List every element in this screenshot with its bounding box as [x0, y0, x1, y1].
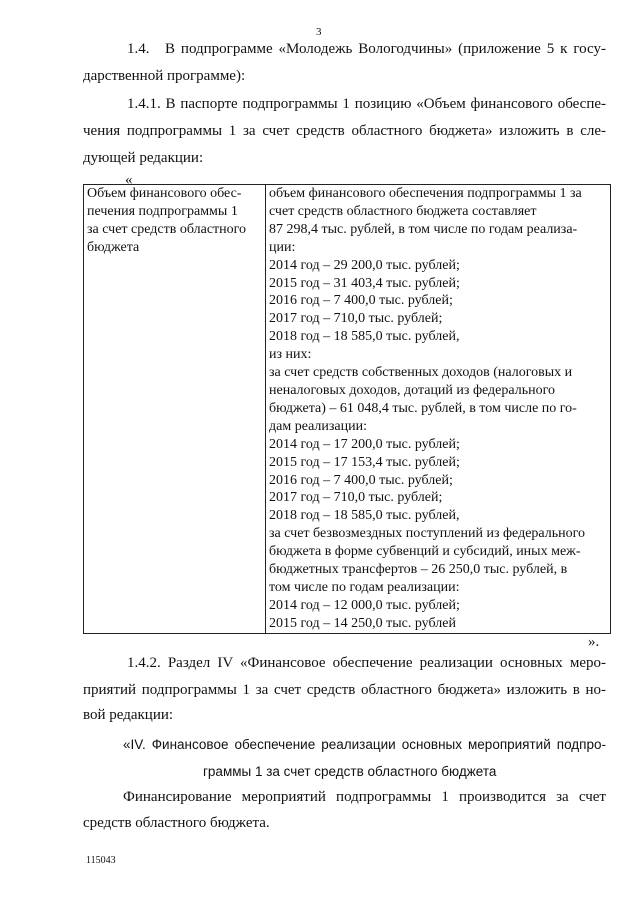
- value-line: бюджетных трансфертов – 26 250,0 тыс. рублей, в: [269, 562, 568, 578]
- financing-line-2: средств областного бюджета.: [83, 815, 270, 831]
- value-line: 2018 год – 18 585,0 тыс. рублей,: [269, 508, 460, 524]
- value-line: счет средств областного бюджета составляет: [269, 203, 537, 219]
- value-line: 2015 год – 17 153,4 тыс. рублей;: [269, 454, 460, 470]
- value-line: дам реализации:: [269, 418, 368, 434]
- table-row: [84, 185, 611, 634]
- section-heading-line-1: «IV. Финансовое обеспечение реализации основных мероприятий подпро-: [123, 737, 606, 752]
- position-name-line: бюджета: [87, 239, 140, 255]
- value-line: бюджета в форме субвенций и субсидий, иных меж-: [269, 544, 581, 560]
- value-line: 2016 год – 7 400,0 тыс. рублей;: [269, 472, 453, 488]
- value-line: бюджета) – 61 048,4 тыс. рублей, в том числе по го-: [269, 400, 577, 416]
- value-line: 2017 год – 710,0 тыс. рублей;: [269, 311, 443, 327]
- value-line: 2016 год – 7 400,0 тыс. рублей;: [269, 293, 453, 309]
- value-line: 2017 год – 710,0 тыс. рублей;: [269, 490, 443, 506]
- section-heading-line-2: граммы 1 за счет средств областного бюджета: [203, 764, 497, 779]
- position-name-cell: [84, 185, 266, 634]
- item-1-4-1-line-3: дующей редакции:: [83, 150, 204, 166]
- item-1-4-2-line-2: приятий подпрограммы 1 за счет средств областного бюджета» изложить в но-: [83, 682, 606, 698]
- value-line: 87 298,4 тыс. рублей, в том числе по годам реализа-: [269, 221, 578, 237]
- financing-line-1: Финансирование мероприятий подпрограммы 1 производится за счет: [123, 789, 606, 805]
- financing-passport-table: [83, 184, 611, 634]
- item-1-4-number: 1.4.: [127, 41, 150, 57]
- value-line: неналоговых доходов, дотаций из федерального: [269, 382, 555, 398]
- value-line: 2018 год – 18 585,0 тыс. рублей,: [269, 329, 460, 345]
- document-code: 115043: [86, 855, 116, 866]
- value-line: объем финансового обеспечения подпрограммы 1 за: [269, 186, 582, 201]
- value-line: ции:: [269, 239, 296, 255]
- item-1-4-1-line-1: 1.4.1. В паспорте подпрограммы 1 позицию «Объем финансового обеспе-: [127, 96, 606, 112]
- position-name-line: за счет средств областного: [87, 221, 247, 237]
- position-name-line: печения подпрограммы 1: [87, 203, 238, 219]
- value-line: 2015 год – 31 403,4 тыс. рублей;: [269, 275, 460, 291]
- value-line: 2015 год – 14 250,0 тыс. рублей: [269, 615, 456, 631]
- position-value-cell: [266, 185, 611, 634]
- item-1-4-text: В подпрограмме «Молодежь Вологодчины» (приложение 5 к госу-: [165, 41, 606, 57]
- item-1-4-1-line-2: чения подпрограммы 1 за счет средств областного бюджета» изложить в сле-: [83, 123, 606, 139]
- value-line: за счет средств собственных доходов (налоговых и: [269, 365, 573, 381]
- page-number: 3: [316, 26, 322, 38]
- value-line: 2014 год – 29 200,0 тыс. рублей;: [269, 257, 460, 273]
- value-line: том числе по годам реализации:: [269, 579, 460, 595]
- item-1-4-2-line-1: 1.4.2. Раздел IV «Финансовое обеспечение реализации основных меро-: [127, 655, 606, 671]
- value-line: 2014 год – 12 000,0 тыс. рублей;: [269, 597, 460, 613]
- position-name-line: Объем финансового обес-: [87, 186, 242, 201]
- value-line: из них:: [269, 347, 312, 363]
- value-line: за счет безвозмездных поступлений из федерального: [269, 526, 586, 542]
- closing-quote: ».: [588, 634, 600, 650]
- value-line: 2014 год – 17 200,0 тыс. рублей;: [269, 436, 460, 452]
- item-1-4-2-line-3: вой редакции:: [83, 707, 174, 723]
- item-1-4-text-cont: дарственной программе):: [83, 68, 246, 84]
- opening-quote: «: [125, 172, 133, 188]
